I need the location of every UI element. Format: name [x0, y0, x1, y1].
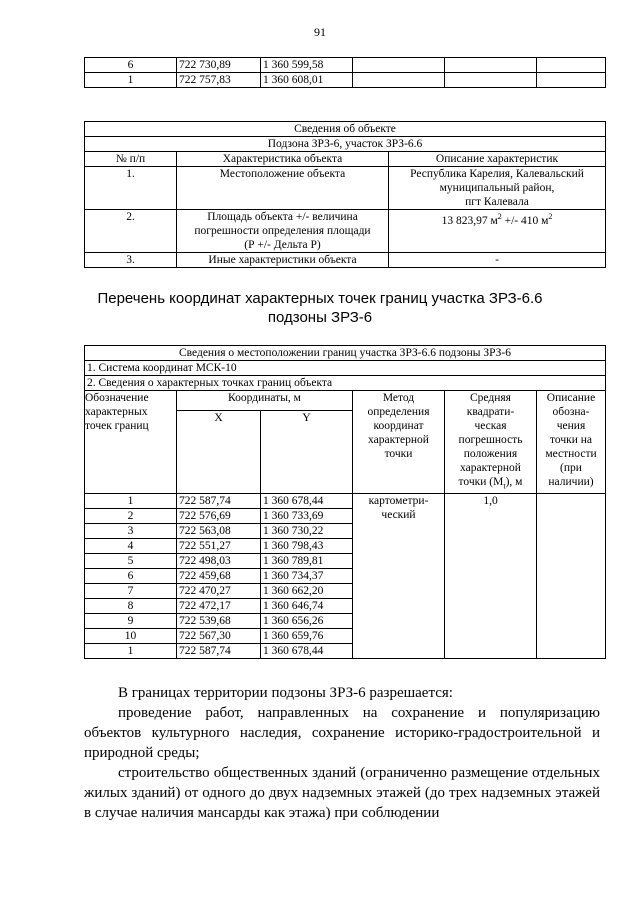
- top-coordinates-table: [84, 57, 606, 88]
- point-number: 10: [85, 629, 177, 644]
- table-row: [85, 73, 606, 88]
- characteristic-description: Республика Карелия, Калевальский муниципальный район, пгт Калевала: [389, 167, 606, 210]
- point-number: 3: [85, 524, 177, 539]
- x-coordinate: 722 587,74: [177, 644, 261, 659]
- x-coordinate: 722 459,68: [177, 569, 261, 584]
- x-coordinate: 722 551,27: [177, 539, 261, 554]
- characteristic-name: Местоположение объекта: [177, 167, 389, 210]
- y-coordinate: 1 360 730,22: [261, 524, 353, 539]
- paragraph: В границах территории подзоны ЗРЗ-6 разрешается:: [118, 685, 453, 701]
- point-number: 1: [85, 73, 177, 88]
- point-number: 4: [85, 539, 177, 554]
- y-coordinate: 1 360 659,76: [261, 629, 353, 644]
- y-coordinate: 1 360 599,58: [261, 58, 353, 73]
- coordinates-table: [84, 345, 606, 659]
- x-coordinate: 722 587,74: [177, 494, 261, 509]
- table-row: [85, 210, 606, 253]
- x-coordinate: 722 539,68: [177, 614, 261, 629]
- point-number: 9: [85, 614, 177, 629]
- characteristic-name: Площадь объекта +/- величина погрешности определения площади (Р +/- Дельта Р): [177, 210, 389, 253]
- characteristic-description: 13 823,97 $м^2$ +/- 410 $м^2$: [389, 210, 606, 253]
- point-number: 6: [85, 569, 177, 584]
- object-table-subtitle: Подзона ЗРЗ-6, участок ЗРЗ-6.6: [85, 137, 606, 152]
- points-section-title: 2. Сведения о характерных точках границ объекта: [85, 376, 606, 391]
- column-header: Характеристика объекта: [177, 152, 389, 167]
- body-text: [84, 683, 600, 823]
- section-heading: Перечень координат характерных точек границ участка ЗРЗ-6.6 подзоны ЗРЗ-6: [97, 290, 543, 326]
- y-coordinate: 1 360 678,44: [261, 494, 353, 509]
- y-coordinate: 1 360 678,44: [261, 644, 353, 659]
- column-header: № п/п: [85, 152, 177, 167]
- y-coordinate: 1 360 789,81: [261, 554, 353, 569]
- x-coordinate: 722 563,08: [177, 524, 261, 539]
- row-number: 1.: [85, 167, 177, 210]
- coord-table-title: Сведения о местоположении границ участка ЗРЗ-6.6 подзоны ЗРЗ-6: [85, 346, 606, 361]
- point-label-header: Обозначение характерных точек границ: [85, 391, 177, 494]
- error-value: 1,0: [445, 494, 537, 659]
- x-coordinate: 722 472,17: [177, 599, 261, 614]
- table-row: [85, 58, 606, 73]
- table-header-row: [85, 391, 606, 411]
- x-coordinate: 722 730,89: [177, 58, 261, 73]
- paragraph: проведение работ, направленных на сохранение и популяризацию объектов культурного наследия, сохранение историко-градостроительной и природной среды;: [84, 705, 600, 761]
- y-coordinate: 1 360 798,43: [261, 539, 353, 554]
- point-number: 7: [85, 584, 177, 599]
- characteristic-description: -: [389, 253, 606, 268]
- table-row: [85, 167, 606, 210]
- paragraph: строительство общественных зданий (ограниченно размещение отдельных жилых зданий) от одного до двух надземных этажей (до трех надземных этажей в случае наличия мансарды как этажа) при соблюдении: [84, 765, 600, 821]
- point-number: 8: [85, 599, 177, 614]
- method-value: картометри- ческий: [353, 494, 445, 659]
- method-header: Метод определения координат характерной точки: [353, 391, 445, 494]
- x-coordinate: 722 498,03: [177, 554, 261, 569]
- characteristic-name: Иные характеристики объекта: [177, 253, 389, 268]
- x-coordinate: 722 757,83: [177, 73, 261, 88]
- y-coordinate: 1 360 646,74: [261, 599, 353, 614]
- x-coordinate: 722 567,30: [177, 629, 261, 644]
- table-row: [85, 494, 606, 509]
- x-coordinate: 722 576,69: [177, 509, 261, 524]
- page-number: 91: [314, 25, 326, 39]
- y-coordinate: 1 360 733,69: [261, 509, 353, 524]
- column-header: Описание характеристик: [389, 152, 606, 167]
- error-header: Средняя квадрати- ческая погрешность положения характерной точки $(M_t)$, м: [445, 391, 537, 494]
- point-number: 1: [85, 494, 177, 509]
- row-number: 2.: [85, 210, 177, 253]
- description-header: Описание обозна- чения точки на местности (при наличии): [537, 391, 606, 494]
- point-number: 2: [85, 509, 177, 524]
- point-number: 6: [85, 58, 177, 73]
- y-coordinate: 1 360 734,37: [261, 569, 353, 584]
- y-coordinate: 1 360 656,26: [261, 614, 353, 629]
- y-coordinate: 1 360 608,01: [261, 73, 353, 88]
- coordinate-system: 1. Система координат МСК-10: [85, 361, 606, 376]
- description-value: [537, 494, 606, 659]
- y-coordinate: 1 360 662,20: [261, 584, 353, 599]
- table-row: [85, 253, 606, 268]
- point-number: 5: [85, 554, 177, 569]
- point-number: 1: [85, 644, 177, 659]
- y-header: Y: [261, 411, 353, 494]
- coordinates-header: Координаты, м: [177, 391, 353, 411]
- x-header: X: [177, 411, 261, 494]
- row-number: 3.: [85, 253, 177, 268]
- x-coordinate: 722 470,27: [177, 584, 261, 599]
- object-table-title: Сведения об объекте: [85, 122, 606, 137]
- object-info-table: [84, 121, 606, 268]
- table-header-row: [85, 152, 606, 167]
